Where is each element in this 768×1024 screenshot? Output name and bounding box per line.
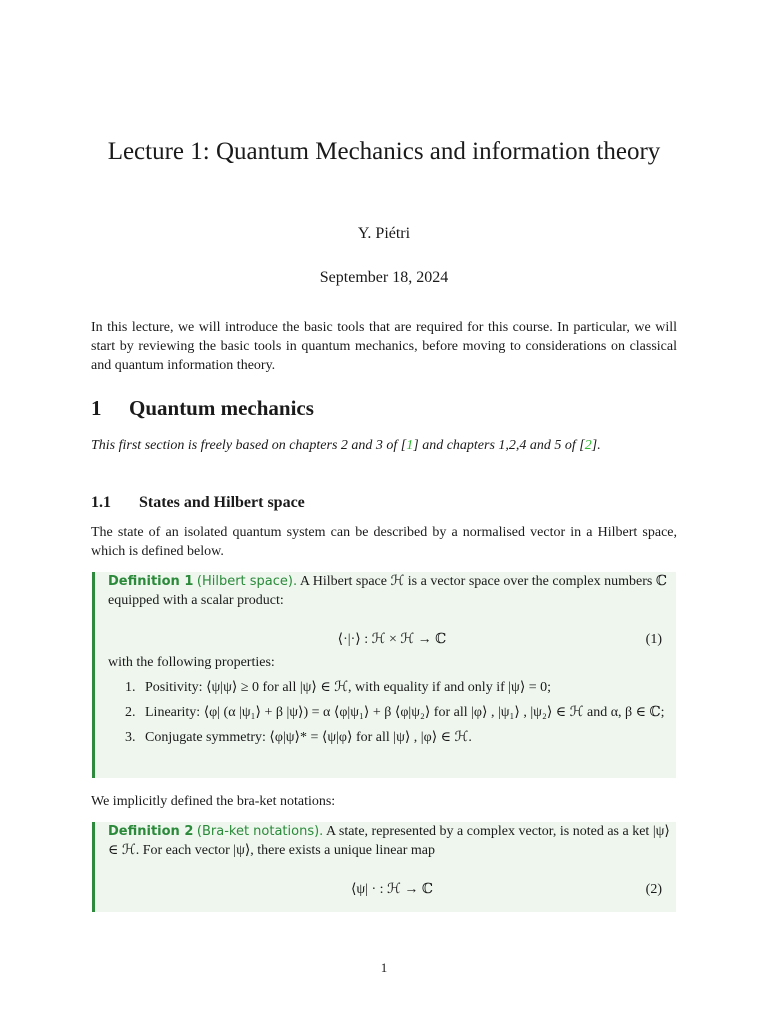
definition-1-text: A Hilbert space ℋ is a vector space over the complex numbers ℂ equipped with a scalar product: xyxy=(108,574,667,608)
section-note xyxy=(91,436,677,455)
definition-2-label: Definition 2 xyxy=(108,824,194,839)
subsection-number: 1.1 xyxy=(91,494,111,511)
between-paragraph: We implicitly defined the bra-ket notations: xyxy=(91,794,336,809)
definition-2-text: A state, represented by a complex vector, is noted as a ket |ψ⟩ ∈ ℋ. For each vector |ψ⟩, there exists a unique linear map xyxy=(108,824,670,858)
list-item-index: 3. xyxy=(125,730,136,745)
section-number: 1 xyxy=(91,396,102,420)
abstract: In this lecture, we will introduce the basic tools that are required for this course. In particular, we will start by reviewing the basic tools in quantum mechanics, before moving to considerations on classical and quantum information theory. xyxy=(91,320,677,373)
note-text: This first section is freely based on chapters 2 and 3 of [ xyxy=(91,438,407,453)
list-item-text: Linearity: ⟨φ| (α |ψ₁⟩ + β |ψ⟩) = α ⟨φ|ψ₁⟩ + β ⟨φ|ψ₂⟩ for all |φ⟩ , |ψ₁⟩ , |ψ₂⟩ ∈ ℋ and α, β ∈ ℂ; xyxy=(145,705,665,720)
properties-list xyxy=(108,678,676,747)
section-title: Quantum mechanics xyxy=(129,396,314,420)
definition-1-label: Definition 1 xyxy=(108,574,194,589)
list-item-index: 1. xyxy=(125,680,136,695)
paper-title: Lecture 1: Quantum Mechanics and information theory xyxy=(107,138,661,165)
intro-paragraph: The state of an isolated quantum system can be described by a normalised vector in a Hilbert space, which is defined below. xyxy=(91,525,677,559)
equation-2 xyxy=(108,880,676,900)
note-text: ] and chapters 1,2,4 and 5 of [ xyxy=(413,438,585,453)
equation-1-expression: ⟨·|·⟩ : ℋ × ℋ → ℂ xyxy=(337,632,447,647)
citation-link-1[interactable]: 1 xyxy=(406,438,414,453)
list-item xyxy=(108,678,676,697)
definition-2-tag: (Bra-ket notations). xyxy=(196,824,324,839)
subsection-heading xyxy=(91,494,305,512)
definition-1-tag: (Hilbert space). xyxy=(196,574,298,589)
note-text: ]. xyxy=(591,438,601,453)
definition-1-intro xyxy=(108,572,676,610)
definition-1-after: with the following properties: xyxy=(108,655,275,670)
definition-box-2 xyxy=(92,822,676,912)
equation-1 xyxy=(108,630,676,650)
equation-2-number: (2) xyxy=(645,882,662,897)
list-item xyxy=(108,703,676,722)
equation-2-expression: ⟨ψ| · : ℋ → ℂ xyxy=(350,882,434,897)
definition-2-intro xyxy=(108,822,676,860)
list-item-index: 2. xyxy=(125,705,136,720)
list-item-text: Conjugate symmetry: ⟨φ|ψ⟩* = ⟨ψ|φ⟩ for all |ψ⟩ , |φ⟩ ∈ ℋ. xyxy=(145,730,472,745)
list-item xyxy=(108,728,676,747)
page-number: 1 xyxy=(380,960,388,975)
equation-1-number: (1) xyxy=(645,632,662,647)
subsection-title: States and Hilbert space xyxy=(139,494,305,511)
author-name: Y. Piétri xyxy=(357,225,411,242)
list-item-text: Positivity: ⟨ψ|ψ⟩ ≥ 0 for all |ψ⟩ ∈ ℋ, with equality if and only if |ψ⟩ = 0; xyxy=(145,680,552,695)
section-heading xyxy=(91,396,314,421)
citation-link-2[interactable]: 2 xyxy=(584,438,592,453)
date: September 18, 2024 xyxy=(319,269,449,286)
definition-box-1 xyxy=(92,572,676,778)
